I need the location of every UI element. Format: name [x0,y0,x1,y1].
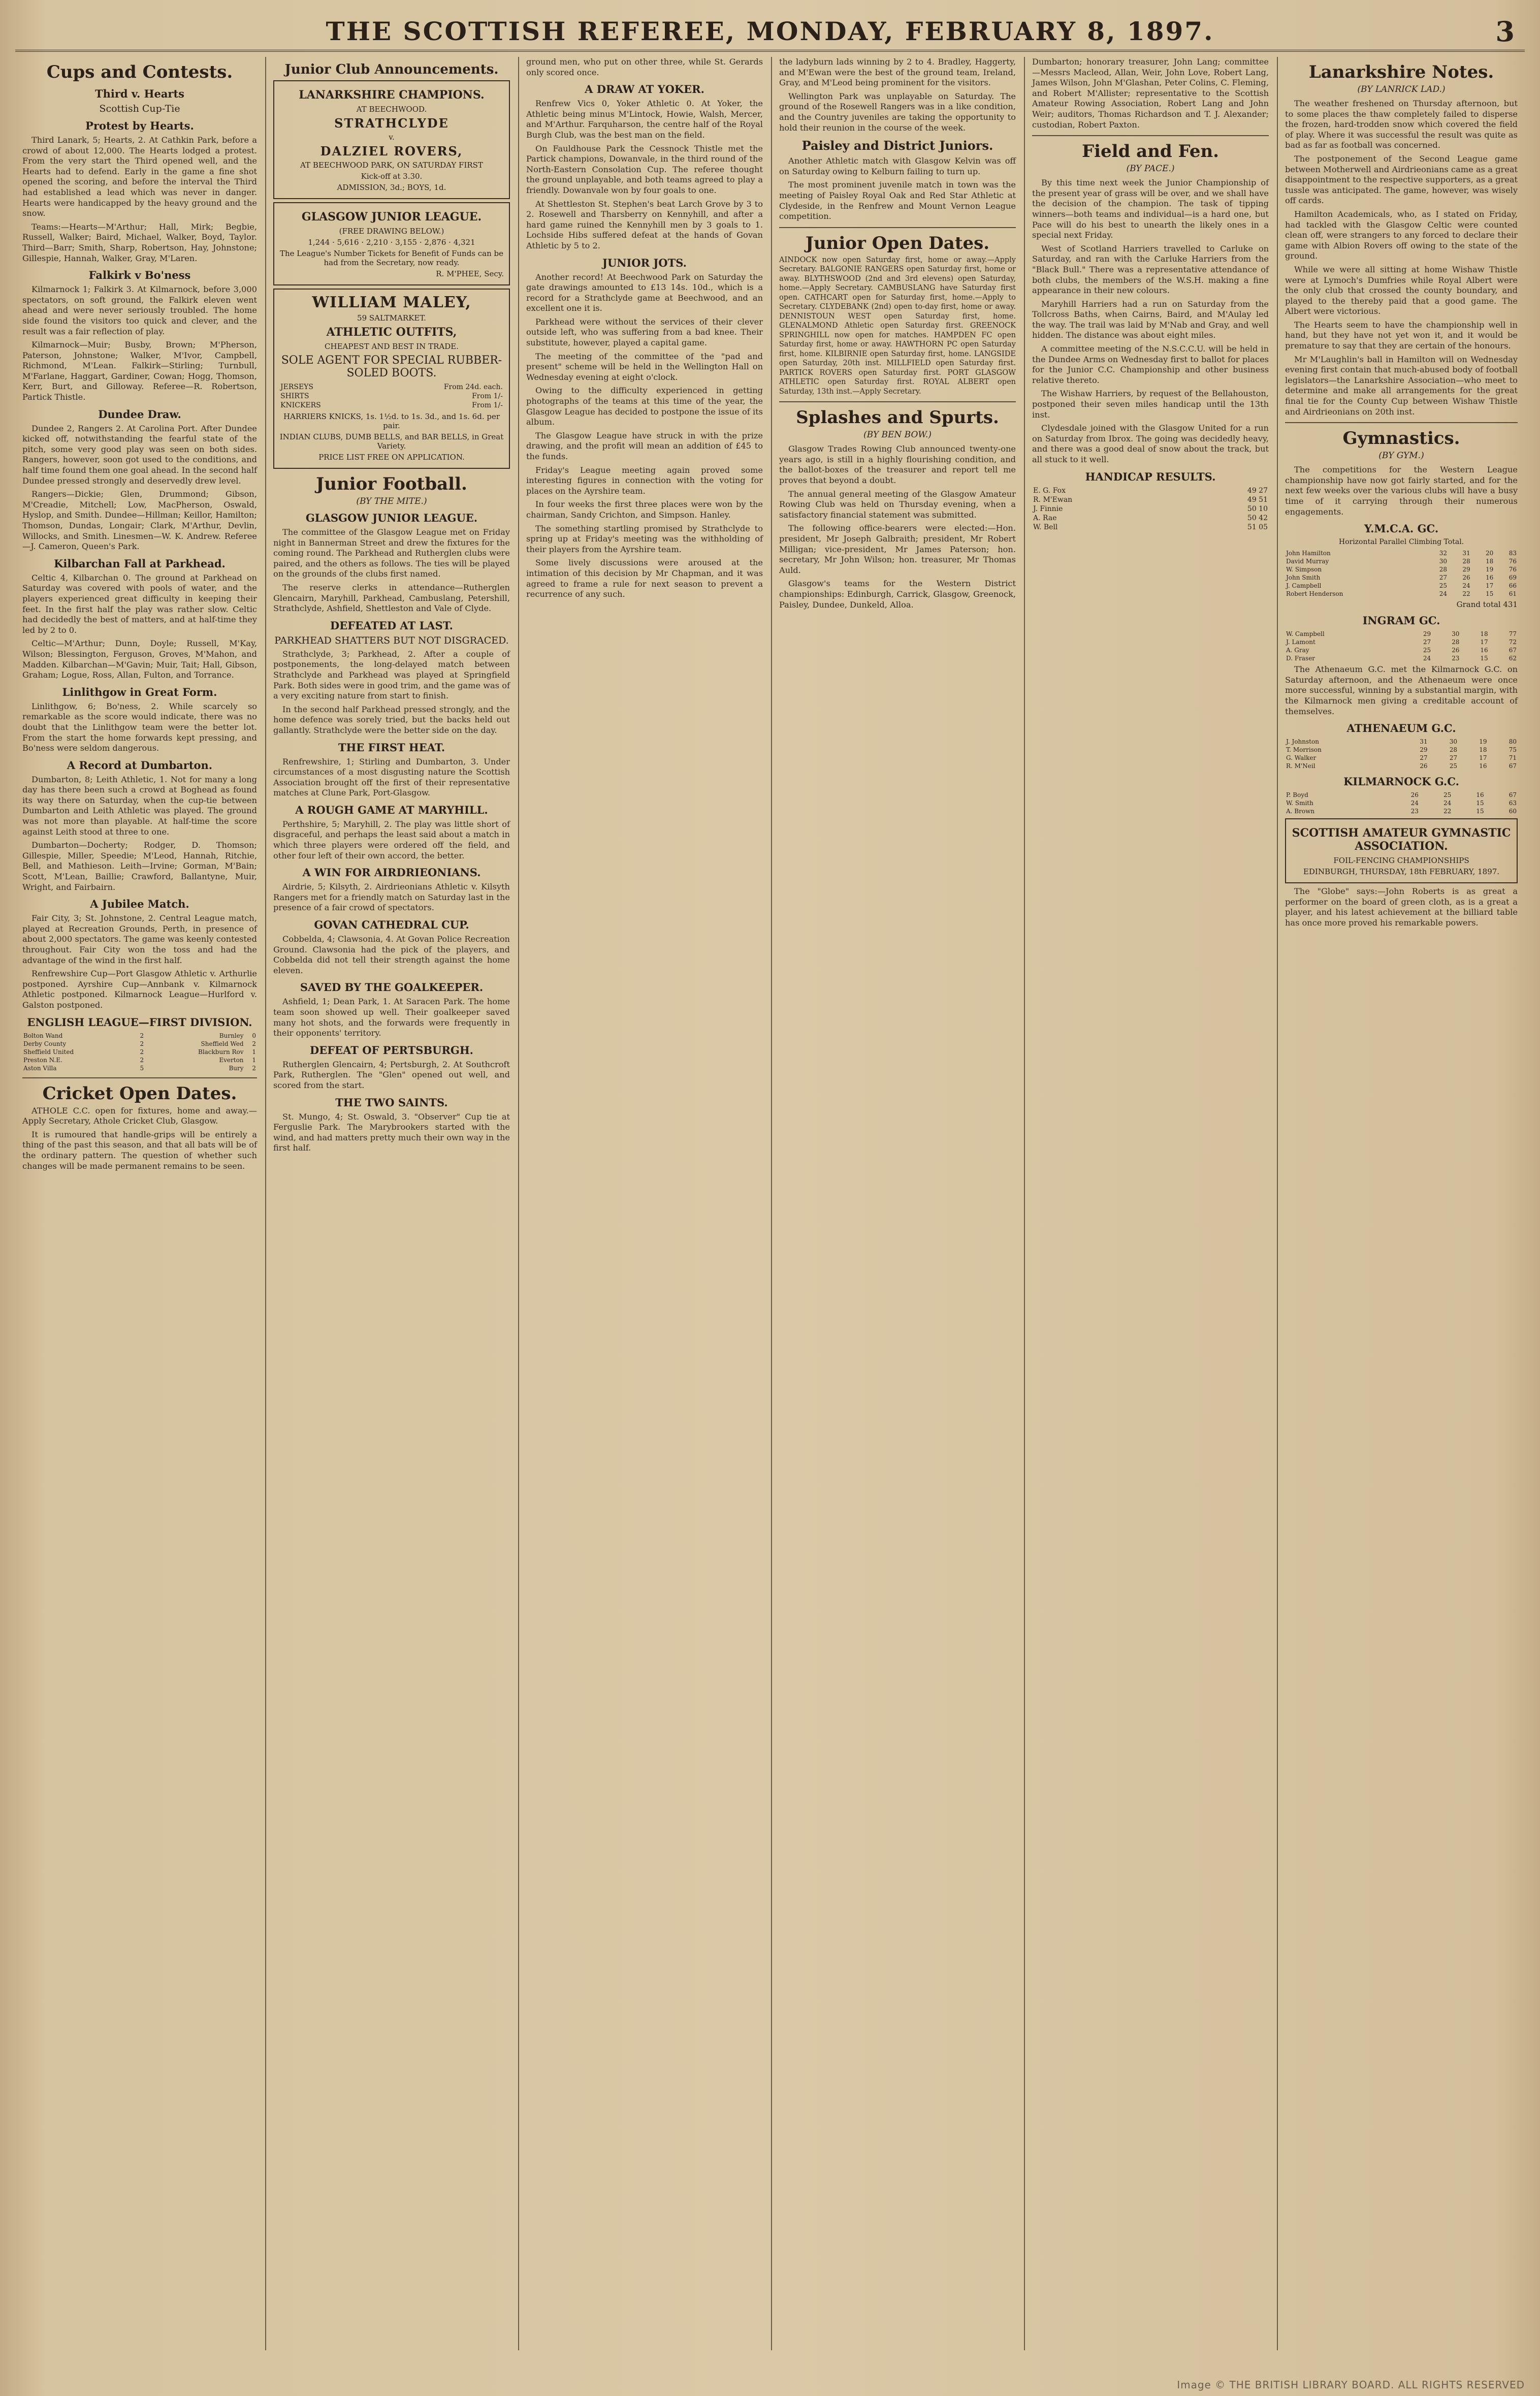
article-paragraph: ground men, who put on other three, while St. Gerards only scored once. [526,57,763,77]
article-paragraph: Teams:—Hearts—M'Arthur; Hall, Mirk; Begbie, Russell, Walker; Baird, Michael, Walker, Boyd, Taylor. Third—Barr; Smith, Sharp, Robertson, Hay, Johnstone; Gillespie, Hannah, Walker, Gray, M'Laren. [22,221,257,263]
article-subheading: PARKHEAD SHATTERS BUT NOT DISGRACED. [274,634,509,646]
table-row: Preston N.E. 2 Everton 1 [23,1056,256,1064]
article-paragraph: Renfrewshire Cup—Port Glasgow Athletic v. Arthurlie postponed. Ayrshire Cup—Annbank v. Kilmarnock Athletic postponed. Kilmarnock League—Hurlford v. Galston postponed. [22,969,257,1010]
masthead [15,9,1525,52]
article-paragraph: The committee of the Glasgow League met on Friday night in Bannerman Street and drew the fixtures for the coming round. The Parkhead and Rutherglen clubs were paired, and the others as follows. The ties will be played on the grounds of the clubs first named. [273,527,510,579]
table-row: KNICKERS From 1/- [280,401,503,409]
advert-lanarkshire-champions: LANARKSHIRE CHAMPIONS. AT BEECHWOOD. STRATHCLYDE v. DALZIEL ROVERS, AT BEECHWOOD PARK, ON SATURDAY FIRST Kick-off at 3.30. ADMISSION, 3d.; BOYS, 1d. [273,80,510,199]
gymnastics-scores-kilmarnock [1285,791,1518,815]
column-5 [1024,57,1276,2350]
article-paragraph: West of Scotland Harriers travelled to Carluke on Saturday, and ran with the Carluke Harriers from the "Black Bull." There was a representative attendance of both clubs, the members of the W.S.H. making a fine appearance in their new colours. [1032,243,1269,296]
section-heading-field-and-fen: Field and Fen. [1081,141,1220,162]
table-row: A. Gray 25 26 16 67 [1286,647,1517,654]
article-paragraph: Celtic 4, Kilbarchan 0. The ground at Parkhead on Saturday was covered with pools of water, and the players experienced great difficulty in keeping their feet. In the first half the play was rather slow. Celtic had decidedly the best of matters, and at half-time they led by 2 to 0. [22,572,257,635]
article-paragraph: The most prominent juvenile match in town was the meeting of Paisley Royal Oak and Red Star Athletic at Clydeside, in the Renfrew and Mount Vernon League competition. [779,180,1016,221]
article-paragraph: In the second half Parkhead pressed strongly, and the home defence was sorely tried, but the backs held out gallantly. Strathclyde were the better side on the day. [273,704,510,735]
article-heading: A ROUGH GAME AT MARYHILL. [295,803,488,816]
open-dates-list [779,255,1016,397]
article-heading: A Jubilee Match. [90,898,189,911]
article-paragraph: Some lively discussions were aroused at the intimation of this decision by Mr Chapman, and it was agreed to frame a rule for next season to prevent a recurrence of any such. [526,558,763,599]
article-paragraph: Dumbarton; honorary treasurer, John Lang; committee—Messrs Macleod, Allan, Weir, John Love, Robert Lang, James Wilson, John M'Glashan, Peter Colins, C. Fleming, and Robert M'Allister; representative to the Scottish Amateur Rowing Association, Robert Lang and John Weir; auditors, Thomas Richardson and T. J. Alexander; custodian, Robert Paxton. [1032,57,1269,130]
table-row: Bolton Wand 2 Burnley 0 [23,1032,256,1039]
article-paragraph: Hamilton Academicals, who, as I stated on Friday, had tackled with the Glasgow Celtic were counted clean off, were strangers to any forced to declare their game with Albion Rovers off owing to the state of the ground. [1285,209,1518,261]
table-heading: KILMARNOCK G.C. [1343,775,1459,788]
table-row: R. M'Ewan 49 51 [1033,495,1268,504]
divider [1285,422,1518,423]
article-paragraph: Kilmarnock 1; Falkirk 3. At Kilmarnock, before 3,000 spectators, on soft ground, the Falkirk eleven went ahead and were never seriously troubled. The home side found the visitors too quick and clever, and the result was a fair reflection of play. [22,284,257,336]
article-paragraph: Clydesdale joined with the Glasgow United for a run on Saturday from Ibrox. The going was decidedly heavy, and there was a good deal of snow about the track, but all stuck to it well. [1032,423,1269,464]
table-row: Sheffield United 2 Blackburn Rov 1 [23,1048,256,1056]
gymnastics-scores-ymca [1285,549,1518,598]
byline: (BY PACE.) [1126,164,1175,174]
table-row: David Murray 30 28 18 76 [1286,558,1517,565]
byline: (BY GYM.) [1378,451,1424,461]
table-row: J. Johnston 31 30 19 80 [1286,738,1517,746]
table-row: Robert Henderson 24 22 15 61 [1286,590,1517,598]
table-row: E. G. Fox 49 27 [1033,486,1268,495]
table-row: G. Walker 27 27 17 71 [1286,754,1517,762]
article-paragraph: Wellington Park was unplayable on Saturday. The ground of the Rosewell Rangers was in a like condition, and the Country juveniles are taking the opportunity to hold their reunion in the course of the week. [779,91,1016,133]
section-heading-junior-open-dates: Junior Open Dates. [805,233,990,253]
article-paragraph: Cobbelda, 4; Clawsonia, 4. At Govan Police Recreation Ground. Clawsonia had the pick of the players, and Cobbelda did not tell their strength against the home eleven. [273,934,510,975]
section-heading-cricket: Cricket Open Dates. [42,1083,237,1104]
article-paragraph: The Glasgow League have struck in with the prize drawing, and the profit will mean an addition of £45 to the funds. [526,430,763,461]
table-row: John Hamilton 32 31 20 83 [1286,550,1517,557]
handicap-results [1032,486,1269,532]
article-subheading: Protest by Hearts. [85,119,194,132]
table-row: J. Campbell 25 24 17 66 [1286,582,1517,590]
article-paragraph: Fair City, 3; St. Johnstone, 2. Central League match, played at Recreation Grounds, Perth, in presence of about 2,000 spectators. The game was keenly contested throughout. Fair City won the toss and had the advantage of the wind in the first half. [22,913,257,965]
article-paragraph: Perthshire, 5; Maryhill, 2. The play was little short of disgraceful, and perhaps the least said about a match in which three players were ordered off the field, and other four left of their own accord, the better. [273,819,510,860]
table-subheading: Horizontal Parallel Climbing Total. [1338,538,1464,547]
newspaper-title: THE SCOTTISH REFEREE, MONDAY, FEBRUARY 8, 1897. [326,16,1214,46]
column-3 [518,57,770,2350]
article-heading: DEFEAT OF PERTSBURGH. [309,1043,473,1057]
article-paragraph: The annual general meeting of the Glasgow Amateur Rowing Club was held on Thursday evening, when a satisfactory financial statement was submitted. [779,489,1016,520]
table-row: SHIRTS From 1/- [280,392,503,400]
section-heading-gymnastics: Gymnastics. [1342,428,1460,449]
article-paragraph: St. Mungo, 4; St. Oswald, 3. "Observer" Cup tie at Ferguslie Park. The Marybrookers started with the wind, and had matters pretty much their own way in the first half. [273,1111,510,1153]
table-heading: Y.M.C.A. GC. [1364,522,1439,535]
article-heading: Dundee Draw. [98,407,181,421]
article-paragraph: Strathclyde, 3; Parkhead, 2. After a couple of postponements, the long-delayed match between Strathclyde and Parkhead was played at Springfield Park. Both sides were in good trim, and the game was of a very exciting nature from start to finish. [273,649,510,701]
article-heading: SAVED BY THE GOALKEEPER. [300,981,484,994]
article-paragraph: The something startling promised by Strathclyde to spring up at Friday's meeting was the withholding of their players from the Ayrshire team. [526,523,763,554]
table-row: Aston Villa 5 Bury 2 [23,1064,256,1072]
article-paragraph: Mr M'Laughlin's ball in Hamilton will on Wednesday evening first contain that much-abused body of football legislators—the Lanarkshire Association—who meet to determine and make all arrangements for the great final tie for the County Cup between Wishaw Thistle and Airdrieonians on 20th inst. [1285,354,1518,417]
divider [779,227,1016,228]
section-heading-cups: Cups and Contests. [46,62,233,82]
table-row: P. Boyd 26 25 16 67 [1286,791,1517,799]
article-paragraph: The competitions for the Western League championship have now got fairly started, and for the next few weeks over the various clubs will have a busy time of it carrying through their numerous engagements. [1285,465,1518,517]
table-heading: ATHENAEUM G.C. [1346,722,1456,735]
table-row: JERSEYS From 24d. each. [280,383,503,391]
drawing-numbers: 1,244 · 5,616 · 2,210 · 3,155 · 2,876 · 4,321 [308,238,475,247]
article-paragraph: The following office-bearers were elected:—Hon. president, Mr Joseph Galbraith; president, Mr Robert Milligan; vice-president, Mr James Paterson; hon. secretary, Mr John Wilson; hon. treasurer, Mr Thomas Auld. [779,523,1016,575]
article-paragraph: Friday's League meeting again proved some interesting figures in connection with the voting for places on the Ayrshire team. [526,465,763,496]
article-heading: Paisley and District Juniors. [801,138,993,153]
article-paragraph: A committee meeting of the N.S.C.C.U. will be held in the Dundee Arms on Wednesday first to ballot for places for the Junior C.C. Championship and other business relative thereto. [1032,344,1269,385]
article-paragraph: The Wishaw Harriers, by request of the Bellahouston, postponed their seven miles handicap until the 13th inst. [1032,389,1269,420]
column-2 [265,57,517,2350]
byline: (BY THE MITE.) [356,496,427,506]
divider [779,401,1016,402]
article-paragraph: Rutherglen Glencairn, 4; Pertsburgh, 2. At Southcroft Park, Rutherglen. The "Glen" opened out well, and scored from the start. [273,1059,510,1090]
article-paragraph: The postponement of the Second League game between Motherwell and Airdrieonians came as a great disappointment to the respective supporters, as a great tussle was anticipated. The game, however, was wisely off cards. [1285,153,1518,206]
article-paragraph: Renfrew Vics 0, Yoker Athletic 0. At Yoker, the Athletic being minus M'Lintock, Howie, Walsh, Mercer, and M'Arthur. Farquharson, the centre half of the Royal Burgh Club, was the best man on the field. [526,99,763,140]
results-heading: HANDICAP RESULTS. [1085,470,1216,483]
section-heading-junior-club: Junior Club Announcements. [284,62,499,77]
section-heading-splashes: Splashes and Spurts. [796,407,999,428]
advert-gymnastic-association: SCOTTISH AMATEUR GYMNASTIC ASSOCIATION. FOIL-FENCING CHAMPIONSHIPS EDINBURGH, THURSDAY, 18th FEBRUARY, 1897. [1285,818,1518,883]
article-paragraph: Kilmarnock—Muir; Busby, Brown; M'Pherson, Paterson, Johnstone; Walker, M'Ivor, Campbell, Richmond, M'Lean. Falkirk—Stirling; Turnbull, M'Farlane, Haggart, Gardiner, Cowan; Hogg, Thomson, Kerr, Burt, and Gilloway. Referee—R. Robertson, Partick Thistle. [22,340,257,402]
article-paragraph: Parkhead were without the services of their clever outside left, who was suffering from a bad knee. Their substitute, however, played a capital game. [526,316,763,348]
article-paragraph: It is rumoured that handle-grips will be entirely a thing of the past this season, and that all bats will be of the ordinary pattern. The question of whether such changes will be made permanent remains to be seen. [22,1129,257,1171]
article-paragraph: Rangers—Dickie; Glen, Drummond; Gibson, M'Creadie, Mitchell; Low, MacPherson, Oswald, Hyslop, and Smith. Dundee—Hillman; Keillor, Hamilton; Thomson, Dundas, Longair; Clark, M'Arthur, Devlin, Willocks, and Smith. Linesmen—W. K. Andrew. Referee—J. Cameron, Queen's Park. [22,489,257,552]
table-row: W. Campbell 29 30 18 77 [1286,630,1517,638]
article-heading: JUNIOR JOTS. [602,256,687,269]
advert-glasgow-junior-league: GLASGOW JUNIOR LEAGUE. (FREE DRAWING BELOW.) 1,244 · 5,616 · 2,210 · 3,155 · 2,876 · 4,321 The League's Number Tickets for Benefit of Funds can be had from the Secretary, now ready. R. M'PHEE, Secy. [273,202,510,285]
article-paragraph: The Hearts seem to have the championship well in hand, but they have not yet won it, and it would be premature to say that they are certain of the honours. [1285,320,1518,351]
article-paragraph: Maryhill Harriers had a run on Saturday from the Tollcross Baths, when Cairns, Baird, and M'Aulay led the way. The trail was laid by M'Nab and Gray, and well hidden. The distance was about eight miles. [1032,299,1269,340]
article-heading: A WIN FOR AIRDRIEONIANS. [302,866,481,879]
table-row: R. M'Neil 26 25 16 67 [1286,762,1517,770]
article-paragraph: Renfrewshire, 1; Stirling and Dumbarton, 3. Under circumstances of a most disgusting nature the Scottish Association brought off the first of their representative matches at Clune Park, Port-Glasgow. [273,756,510,798]
gymnastics-scores-athenaeum [1285,738,1518,770]
byline: (BY LANRICK LAD.) [1357,84,1446,94]
copyright-notice: Image © THE BRITISH LIBRARY BOARD. ALL RIGHTS RESERVED [1177,2379,1525,2391]
article-heading: Kilbarchan Fall at Parkhead. [54,557,226,570]
table-row: A. Rae 50 42 [1033,514,1268,522]
table-row: J. Lamont 27 28 17 72 [1286,638,1517,646]
article-heading: DEFEATED AT LAST. [330,619,453,632]
english-league-results [22,1032,257,1072]
article-paragraph: Third Lanark, 5; Hearts, 2. At Cathkin Park, before a crowd of about 12,000. The Hearts lodged a protest. From the very start the Third opened well, and the Hearts had to defend. Early in the game a fine shot opened the scoring, and before the interval the Third had established a lead which was never in danger. Hearts were handicapped by the heavy ground and the snow. [22,135,257,218]
article-paragraph: By this time next week the Junior Championship of the present year of grass will be over, and we shall have the decision of the champion. The task of tipping winners—both teams and individual—is a hard one, but Pace will do his best to unearth the likely ones in a special next Friday. [1032,178,1269,240]
article-paragraph: The reserve clerks in attendance—Rutherglen Glencairn, Maryhill, Parkhead, Cambuslang, Petershill, Strathclyde, Ashfield, Shettleston and Vale of Clyde. [273,582,510,614]
divider [1032,135,1269,136]
article-paragraph: Dundee 2, Rangers 2. At Carolina Port. After Dundee kicked off, notwithstanding the fearful state of the pitch, some very good play was seen on both sides. Rangers, however, soon got used to the conditions, and half time found them one goal ahead. In the second half Dundee pressed strongly and deservedly drew level. [22,423,257,486]
gymnastics-scores-ingram [1285,630,1518,662]
article-paragraph: Glasgow Trades Rowing Club announced twenty-one years ago, is still in a highly flourishing condition, and the ballot-boxes of the treasurer and report tell me proves that beyond a doubt. [779,444,1016,485]
article-paragraph: Dumbarton—Docherty; Rodger, D. Thomson; Gillespie, Miller, Speedie; M'Leod, Hannah, Ritchie, Bell, and Mathieson. Leith—Irvine; Gorman, M'Bain; Scott, M'Lean, Baillie; Crawford, Ballantyne, Muir, Wright, and Fairbairn. [22,840,257,892]
article-subheading: Scottish Cup-Tie [99,103,180,114]
article-paragraph: AINDOCK now open Saturday first, home or away.—Apply Secretary. BALGONIE RANGERS open Saturday first, home or away. BLYTHSWOOD (2nd and 3rd elevens) open Saturday, home.—Apply Secretary. CAMBUSLANG have Saturday first open. CATHCART open for Saturday first, home.—Apply to Secretary. CLYDEBANK (2nd) open to-day first, home or away. DENNISTOUN WEST open Saturday first, home. GLENALMOND Athletic open Saturday first. GREENOCK SPRINGHILL now open for matches. HAMPDEN FC open Saturday first, home or away. HAWTHORN PC open Saturday first, home. KILBIRNIE open Saturday first, home. LANGSIDE open Saturday, 20th inst. MILLFIELD open Saturday first. PARTICK ROVERS open Saturday first. PORT GLASGOW ATHLETIC open Saturday first. ROYAL ALBERT open Saturday, 13th inst.—Apply Secretary. [779,255,1016,396]
table-row: D. Fraser 24 23 15 62 [1286,655,1517,662]
table-row: J. Finnie 50 10 [1033,504,1268,513]
article-heading: THE FIRST HEAT. [338,741,445,754]
article-paragraph: Celtic—M'Arthur; Dunn, Doyle; Russell, M'Kay, Wilson; Blessington, Ferguson, Groves, M'Mahon, and Madden. Kilbarchan—M'Gavin; Muir, Tait; Hall, Gibson, Graham; Logue, Ross, Allan, Fulton, and Torrance. [22,638,257,680]
article-paragraph: The "Globe" says:—John Roberts is as great a performer on the board of green cloth, as is a great a player, and his latest achievement at the billiard table has once more proved his remarkable powers. [1285,886,1518,928]
divider [22,1077,257,1078]
article-paragraph: Airdrie, 5; Kilsyth, 2. Airdrieonians Athletic v. Kilsyth Rangers met for a friendly match on Saturday last in the presence of a fair crowd of spectators. [273,882,510,913]
article-paragraph: Linlithgow, 6; Bo'ness, 2. While scarcely so remarkable as the score would indicate, there was no doubt that the Linlithgow team were the better lot. From the start the home forwards kept pressing, and Bo'ness were seldom dangerous. [22,701,257,753]
table-row: Derby County 2 Sheffield Wed 2 [23,1040,256,1047]
article-paragraph: The Athenaeum G.C. met the Kilmarnock G.C. on Saturday afternoon, and the Athenaeum were once more successful, winning by a substantial margin, with the Kilmarnock men giving a creditable account of themselves. [1285,664,1518,716]
article-heading: Linlithgow in Great Form. [62,685,217,698]
article-heading: THE TWO SAINTS. [335,1096,448,1109]
column-1 [15,57,264,2350]
page-number: 3 [1495,15,1515,48]
article-heading: GOVAN CATHEDRAL CUP. [314,918,469,932]
table-row: W. Smith 24 24 15 63 [1286,800,1517,807]
article-paragraph: While we were all sitting at home Wishaw Thistle were at Lymoch's Dumfries while Royal Albert were the only club that crossed the county boundary, and played to the thereby paid that a good game. The Albert were victorious. [1285,264,1518,316]
column-4 [771,57,1023,2350]
article-paragraph: Dumbarton, 8; Leith Athletic, 1. Not for many a long day has there been such a crowd at Boghead as found its way there on Saturday, when the cup-tie between Dumbarton and Leith Athletic was played. The ground was not more than playable. At half-time the score against Leith stood at three to one. [22,774,257,837]
table-row: A. Brown 23 22 15 60 [1286,808,1517,815]
table-row: John Smith 27 26 16 69 [1286,574,1517,582]
table-heading: INGRAM GC. [1362,614,1440,627]
article-paragraph: On Fauldhouse Park the Cessnock Thistle met the Partick champions, Dowanvale, in the third round of the North-Eastern Consolation Cup. The referee thought the ground unplayable, and both teams agreed to play a friendly. Dowanvale won by four goals to one. [526,143,763,195]
article-paragraph: ATHOLE C.C. open for fixtures, home and away.—Apply Secretary, Athole Cricket Club, Glasgow. [22,1105,257,1126]
column-6 [1277,57,1525,2350]
byline: (BY BEN BOW.) [863,430,932,440]
article-paragraph: In four weeks the first three places were won by the chairman, Sandy Crichton, and Simpson. Hanley. [526,499,763,520]
article-paragraph: Glasgow's teams for the Western District championships: Edinburgh, Carrick, Glasgow, Greenock, Paisley, Dundee, Dunkeld, Alloa. [779,579,1016,610]
article-heading: Third v. Hearts [94,87,185,100]
article-heading: GLASGOW JUNIOR LEAGUE. [305,512,478,524]
article-paragraph: Ashfield, 1; Dean Park, 1. At Saracen Park. The home team soon showed up well. Their goalkeeper saved many hot shots, and the forwards were frequently in their opponents' territory. [273,997,510,1038]
article-heading: A DRAW AT YOKER. [585,83,704,96]
price-list [279,382,504,410]
article-paragraph: the ladyburn lads winning by 2 to 4. Bradley, Haggerty, and M'Ewan were the best of the ground team, Ireland, Gray, and M'Leod being prominent for the visitors. [779,57,1016,88]
article-paragraph: Another Athletic match with Glasgow Kelvin was off on Saturday owing to Kelburn failing to turn up. [779,156,1016,176]
table-row: T. Morrison 29 28 18 75 [1286,746,1517,754]
article-paragraph: The meeting of the committee of the "pad and present" scheme will be held in the Wellington Hall on Wednesday evening at eight o'clock. [526,351,763,382]
article-heading: A Record at Dumbarton. [67,758,213,772]
article-paragraph: The weather freshened on Thursday afternoon, but to some places the thaw completely failed to disperse the frozen, hard-trodden snow which covered the field of play. Where it was successful the result was quite as bad as far as football was concerned. [1285,99,1518,150]
article-paragraph: Another record! At Beechwood Park on Saturday the gate drawings amounted to £13 14s. 10d., which is a record for a Strathclyde game at Beechwood, and an excellent one it is. [526,272,763,313]
advert-william-maley: WILLIAM MALEY, 59 SALTMARKET. ATHLETIC OUTFITS, CHEAPEST AND BEST IN TRADE. SOLE AGENT FOR SPECIAL RUBBER-SOLED BOOTS. JERSEYS From 24d. each. SHIRTS From 1/- KNICKERS From 1/- HARRIERS KNICKS, 1s. 1½d. to 1s. 3d., and 1s. 6d. per pair. INDIAN CLUBS, DUMB BELLS, and BAR BELLS, in Great Variety. PRICE LIST FREE ON APPLICATION. [273,289,510,469]
results-heading: ENGLISH LEAGUE—FIRST DIVISION. [27,1015,252,1029]
table-row: W. Bell 51 05 [1033,523,1268,531]
article-paragraph: Owing to the difficulty experienced in getting photographs of the teams at this time of the year, the Glasgow League has decided to postpone the issue of its album. [526,386,763,427]
article-paragraph: At Shettleston St. Stephen's beat Larch Grove by 3 to 2. Rosewell and Tharsberry on Kennyhill, and after a hard game ruined the Kennyhill men by 3 goals to 1. Lochside Hibs suffered defeat at the hands of Govan Athletic by 5 to 2. [526,199,763,250]
section-heading-junior-football: Junior Football. [316,474,467,494]
grand-total: Grand total 431 [1456,600,1518,610]
section-heading-lanarkshire: Lanarkshire Notes. [1308,62,1494,82]
table-row: W. Simpson 28 29 19 76 [1286,566,1517,573]
article-heading: Falkirk v Bo'ness [88,269,191,282]
